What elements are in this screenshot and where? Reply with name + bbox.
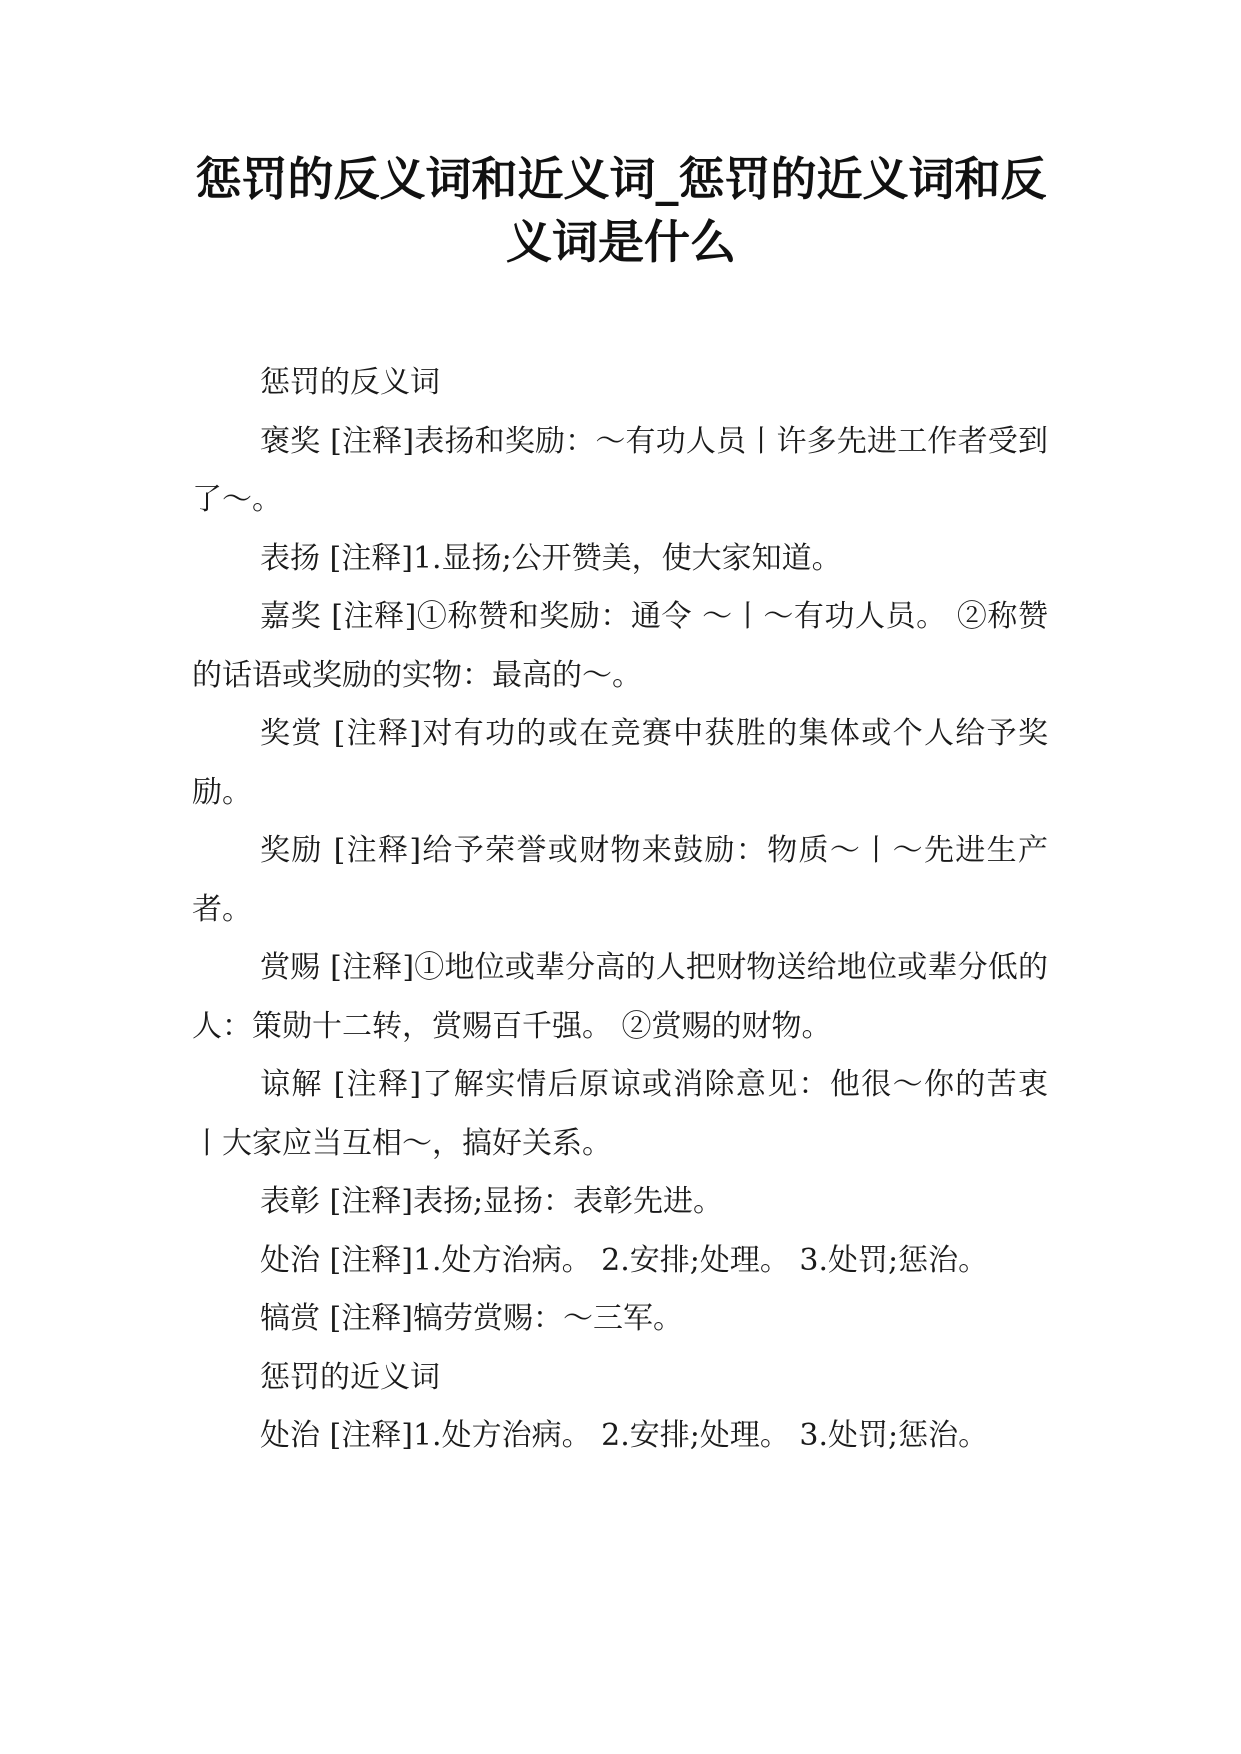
entry-paragraph: 处治 [注释]1.处方治病。 2.安排;处理。 3.处罚;惩治。 <box>260 1242 989 1278</box>
entry-paragraph: 褒奖 [注释]表扬和奖励：～有功人员丨许多先进工作者受到了～。 <box>192 423 1048 517</box>
entry-paragraph: 奖赏 [注释]对有功的或在竞赛中获胜的集体或个人给予奖励。 <box>192 716 1048 810</box>
entry-paragraph: 谅解 [注释]了解实情后原谅或消除意见：他很～你的苦衷 丨大家应当互相～，搞好关系。 <box>192 1067 1048 1161</box>
entry-paragraph: 犒赏 [注释]犒劳赏赐：～三军。 <box>260 1301 683 1336</box>
entry-paragraph: 表彰 [注释]表扬;显扬：表彰先进。 <box>260 1184 724 1219</box>
section-heading-antonyms: 惩罚的反义词 <box>260 365 440 400</box>
entry-paragraph: 表扬 [注释]1.显扬;公开赞美，使大家知道。 <box>260 540 842 576</box>
entry-paragraph: 赏赐 [注释]①地位或辈分高的人把财物送给地位或辈分低的人：策勋十二转，赏赐百千强。 ②赏赐的财物。 <box>192 950 1048 1044</box>
document-body <box>192 354 1048 1466</box>
section-heading-synonyms: 惩罚的近义词 <box>260 1359 440 1395</box>
entry-paragraph: 处治 [注释]1.处方治病。 2.安排;处理。 3.处罚;惩治。 <box>260 1418 989 1453</box>
entry-paragraph: 奖励 [注释]给予荣誉或财物来鼓励：物质～丨～先进生产者。 <box>192 833 1048 927</box>
document-title: 惩罚的反义词和近义词_惩罚的近义词和反义词是什么 <box>195 152 1047 269</box>
entry-paragraph: 嘉奖 [注释]①称赞和奖励：通令 ～丨～有功人员。 ②称赞的话语或奖励的实物：最高的～。 <box>192 599 1048 693</box>
